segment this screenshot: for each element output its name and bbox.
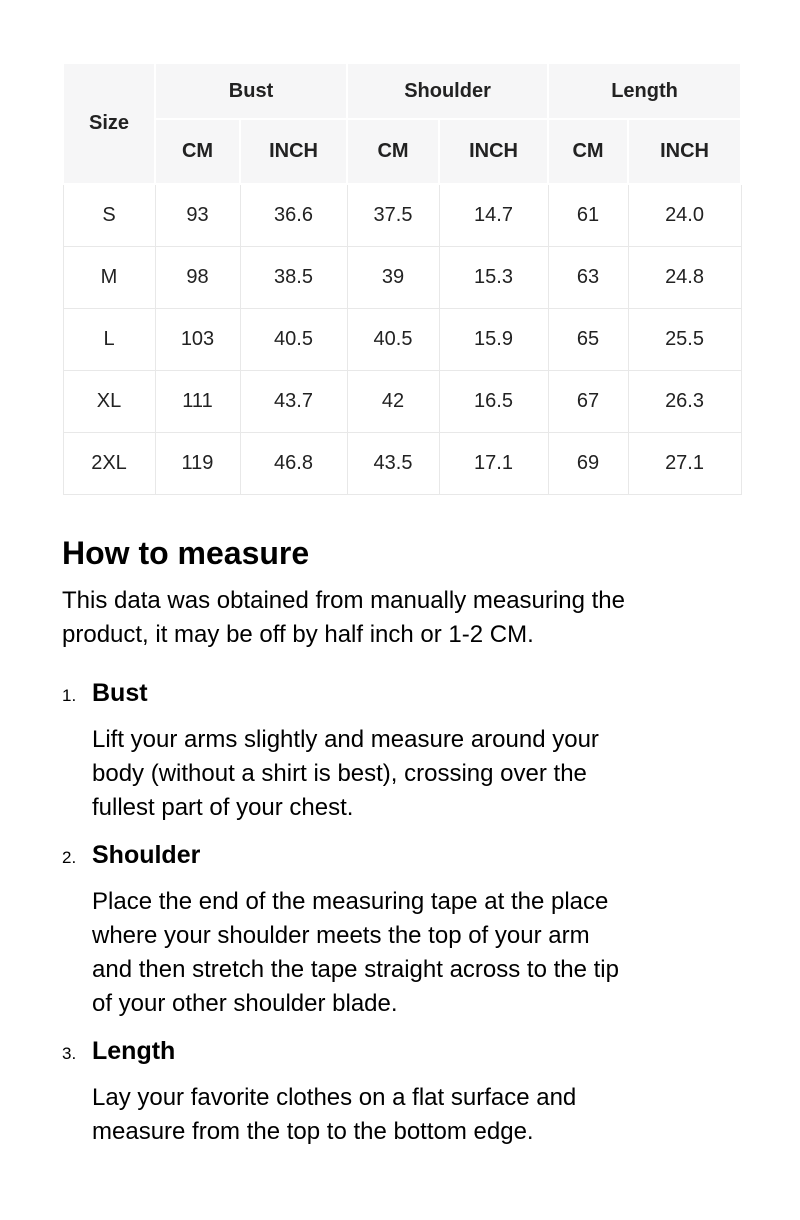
- unit-header: CM: [548, 119, 628, 184]
- value-cell: 42: [347, 370, 439, 432]
- table-row: [63, 370, 741, 432]
- unit-header: CM: [347, 119, 439, 184]
- step-body: [92, 840, 740, 1036]
- step-body: [92, 1036, 740, 1164]
- value-cell: 61: [548, 184, 628, 246]
- table-row: [63, 184, 741, 246]
- value-cell: 26.3: [628, 370, 741, 432]
- value-cell: 119: [155, 432, 240, 494]
- unit-header: INCH: [240, 119, 347, 184]
- table-row: [63, 432, 741, 494]
- step-number: 3.: [62, 1043, 77, 1063]
- size-cell: 2XL: [63, 432, 155, 494]
- description-line: fullest part of your chest.: [92, 793, 354, 821]
- value-cell: 65: [548, 308, 628, 370]
- how-to-measure-heading: How to measure: [62, 534, 310, 571]
- value-cell: 43.5: [347, 432, 439, 494]
- value-cell: 37.5: [347, 184, 439, 246]
- value-cell: 67: [548, 370, 628, 432]
- unit-header: INCH: [628, 119, 741, 184]
- value-cell: 43.7: [240, 370, 347, 432]
- size-cell: XL: [63, 370, 155, 432]
- step-title-shoulder: Shoulder: [92, 840, 201, 869]
- step-title-length: Length: [92, 1036, 176, 1065]
- description-line: Place the end of the measuring tape at the place: [92, 887, 609, 915]
- step-description: [92, 885, 740, 1021]
- table-header-unit-row: [63, 119, 741, 184]
- size-cell: M: [63, 246, 155, 308]
- value-cell: 111: [155, 370, 240, 432]
- value-cell: 38.5: [240, 246, 347, 308]
- shoulder-group-header: Shoulder: [347, 63, 548, 119]
- value-cell: 16.5: [439, 370, 548, 432]
- description-line: of your other shoulder blade.: [92, 989, 398, 1017]
- value-cell: 24.0: [628, 184, 741, 246]
- step-number: 1.: [62, 685, 77, 705]
- description-line: body (without a shirt is best), crossing over the: [92, 759, 587, 787]
- step-body: [92, 678, 740, 840]
- size-cell: L: [63, 308, 155, 370]
- measure-steps-list: [62, 678, 740, 1164]
- value-cell: 103: [155, 308, 240, 370]
- size-column-header: Size: [63, 63, 155, 184]
- description-line: Lay your favorite clothes on a flat surface and: [92, 1083, 577, 1111]
- intro-line: product, it may be off by half inch or 1-2 CM.: [62, 620, 534, 648]
- table-header-group-row: [63, 63, 741, 119]
- value-cell: 40.5: [240, 308, 347, 370]
- step-description: [92, 1081, 740, 1149]
- value-cell: 39: [347, 246, 439, 308]
- step-number: 2.: [62, 847, 77, 867]
- length-group-header: Length: [548, 63, 741, 119]
- value-cell: 15.9: [439, 308, 548, 370]
- value-cell: 14.7: [439, 184, 548, 246]
- value-cell: 25.5: [628, 308, 741, 370]
- value-cell: 17.1: [439, 432, 548, 494]
- value-cell: 36.6: [240, 184, 347, 246]
- intro-line: This data was obtained from manually measuring the: [62, 586, 625, 614]
- value-cell: 98: [155, 246, 240, 308]
- size-cell: S: [63, 184, 155, 246]
- value-cell: 27.1: [628, 432, 741, 494]
- value-cell: 40.5: [347, 308, 439, 370]
- table-row: [63, 246, 741, 308]
- step-title-bust: Bust: [92, 678, 148, 707]
- value-cell: 46.8: [240, 432, 347, 494]
- description-line: where your shoulder meets the top of your arm: [92, 921, 590, 949]
- value-cell: 24.8: [628, 246, 741, 308]
- description-line: and then stretch the tape straight across to the tip: [92, 955, 619, 983]
- step-description: [92, 723, 740, 825]
- description-line: Lift your arms slightly and measure around your: [92, 725, 599, 753]
- value-cell: 93: [155, 184, 240, 246]
- value-cell: 63: [548, 246, 628, 308]
- bust-group-header: Bust: [155, 63, 347, 119]
- measure-intro-text: [62, 584, 740, 652]
- unit-header: CM: [155, 119, 240, 184]
- step-shoulder: [62, 840, 740, 1036]
- step-bust: [62, 678, 740, 840]
- size-chart-table: [62, 62, 742, 495]
- table-row: [63, 308, 741, 370]
- value-cell: 15.3: [439, 246, 548, 308]
- description-line: measure from the top to the bottom edge.: [92, 1117, 534, 1145]
- unit-header: INCH: [439, 119, 548, 184]
- value-cell: 69: [548, 432, 628, 494]
- step-length: [62, 1036, 740, 1164]
